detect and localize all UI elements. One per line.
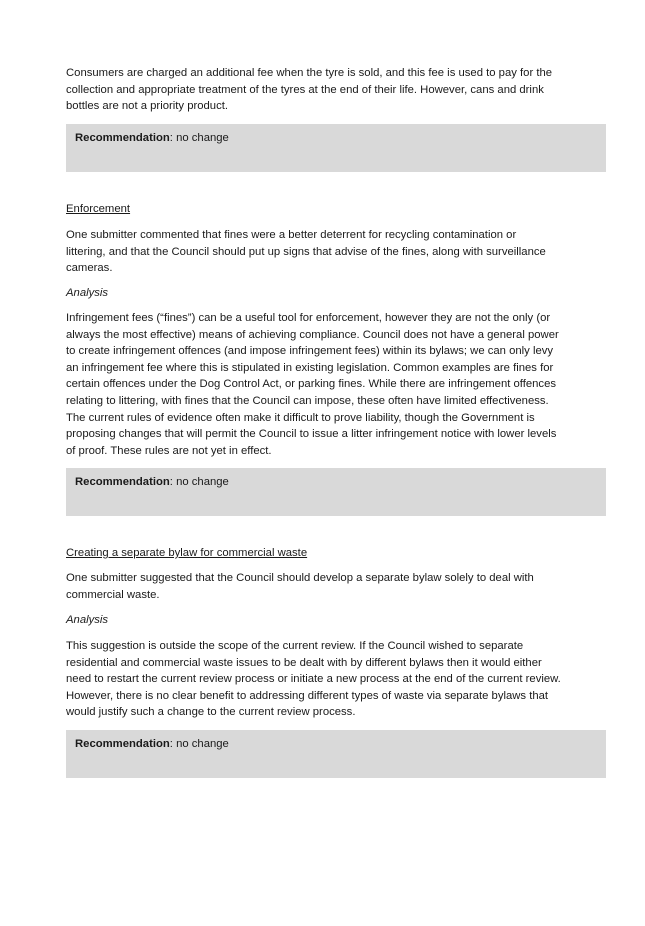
commercial-analysis-block — [66, 638, 606, 721]
commercial-submission: One submitter suggested that the Council should develop a separate bylaw solely to deal with commercial waste. — [66, 572, 534, 601]
enforcement-analysis-label: Analysis — [66, 287, 109, 299]
enforcement-submission-block — [66, 227, 606, 277]
enforcement-analysis-block — [66, 310, 606, 459]
commercial-analysis: This suggestion is outside the scope of the current review. If the Council wished to separate residential and commercial waste issues to be dealt with by different bylaws then it would either need to restart the current review process or initiate a new process at the end of the current review. However, there is no clear benefit to addressing different types of waste via separate bylaws that would justify such a change to the current review process. — [66, 640, 561, 719]
recommendation-label: Recommendation — [75, 476, 170, 488]
recommendation-value: : no change — [169, 476, 229, 488]
recommendation-value: : no change — [169, 738, 229, 750]
intro-section — [66, 65, 606, 115]
recommendation-box-3 — [66, 730, 606, 778]
commercial-submission-block — [66, 570, 606, 603]
recommendation-label: Recommendation — [75, 738, 170, 750]
commercial-heading: Creating a separate bylaw for commercial waste — [66, 547, 308, 559]
commercial-analysis-label-block — [66, 612, 606, 629]
enforcement-section — [66, 201, 606, 218]
recommendation-box-2 — [66, 468, 606, 516]
recommendation-text — [75, 474, 229, 490]
enforcement-heading: Enforcement — [66, 203, 131, 215]
enforcement-analysis: Infringement fees (“fines”) can be a useful tool for enforcement, however they are not the only (or always the most effective) means of achieving compliance. Council does not have a general power to create infringement offences (and impose infringement fees) within its bylaws; we can only levy an infringement fee where this is stipulated in existing legislation. Common examples are fines for certain offences under the Dog Control Act, or parking fines. While there are infringement offences relating to littering, with fines that the Council can impose, these often have limited effectiveness. The current rules of evidence often make it difficult to prove liability, though the Government is proposing changes that will permit the Council to issue a litter infringement notice with lower levels of proof. These rules are not yet in effect. — [66, 312, 559, 457]
recommendation-box-1 — [66, 124, 606, 172]
enforcement-analysis-label-block — [66, 285, 606, 302]
recommendation-label: Recommendation — [75, 132, 170, 144]
commercial-analysis-label: Analysis — [66, 614, 109, 626]
recommendation-text — [75, 736, 229, 752]
enforcement-submission: One submitter commented that fines were a better deterrent for recycling contamination or littering, and that the Council should put up signs that advise of the fines, along with surveillance cameras. — [66, 229, 546, 275]
recommendation-text — [75, 130, 229, 146]
commercial-section — [66, 545, 606, 562]
recommendation-value: : no change — [169, 132, 229, 144]
intro-paragraph: Consumers are charged an additional fee when the tyre is sold, and this fee is used to pay for the collection and appropriate treatment of the tyres at the end of their life. However, cans and drink bottles are not a priority product. — [66, 67, 553, 113]
